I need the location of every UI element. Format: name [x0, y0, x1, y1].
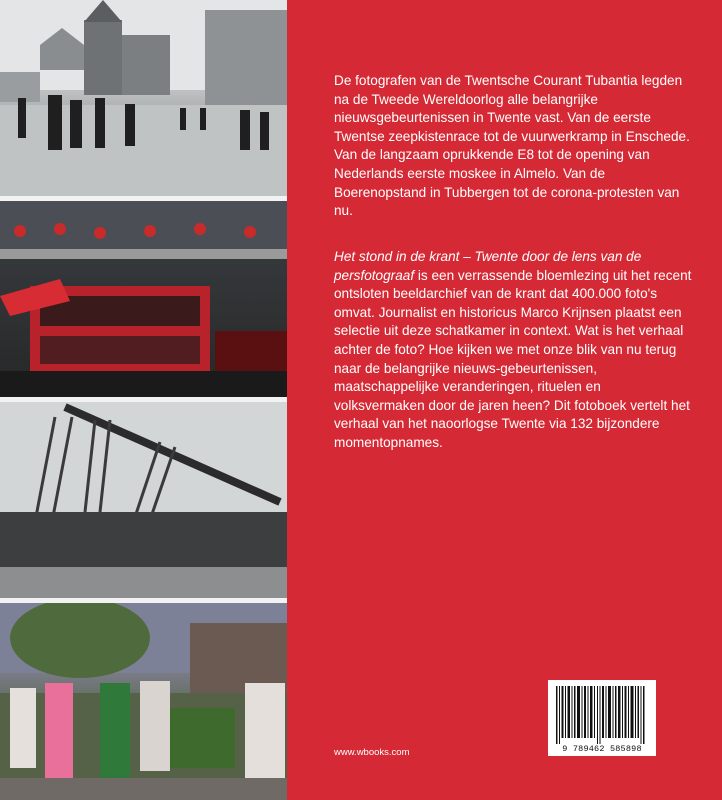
- intro-paragraph: De fotografen van de Twentsche Courant Tubantia legden na de Tweede Wereldoorlog alle belangrijke nieuwsgebeurtenissen in Twente vast. Van de eerste Twentse zeepkistenrace tot de vuurwerkramp in Enschede. Van de langzaam oprukkende E8 tot de opening van Nederlands eerste moskee in Almelo. Van de Boerenopstand in Tubbergen tot de corona-protesten van nu.: [334, 73, 690, 219]
- photo-ice-skating-church: [0, 0, 287, 196]
- photo-celebration-bus: [0, 201, 287, 397]
- isbn-number: 9 789462 585898: [562, 744, 642, 754]
- description-paragraph: [334, 248, 694, 453]
- photo-evacuation-street: [0, 603, 287, 800]
- photo-ladder-crowd: [0, 402, 287, 598]
- book-title-italic: Het stond in de krant – Twente door de lens van de persfotograaf: [334, 249, 642, 283]
- description-body: is een verrassende bloemlezing uit het recent ontsloten beeldarchief van de krant dat 400.000 foto's omvat. Journalist en historicus Marco Krijnsen plaatst een selectie uit deze schatkamer in context. Wat is het verhaal achter de foto? Hoe kijken we met onze blik van nu terug naar de belangrijke nieuws-gebeurtenissen, maatschappelijke veranderingen, rituelen en volksvermaken door de jaren heen? Dit fotoboek vertelt het verhaal van het naoorlogse Twente via 132 bijzondere momentopnames.: [334, 267, 692, 450]
- photo-strip: [0, 0, 287, 800]
- publisher-website: www.wbooks.com: [334, 747, 410, 758]
